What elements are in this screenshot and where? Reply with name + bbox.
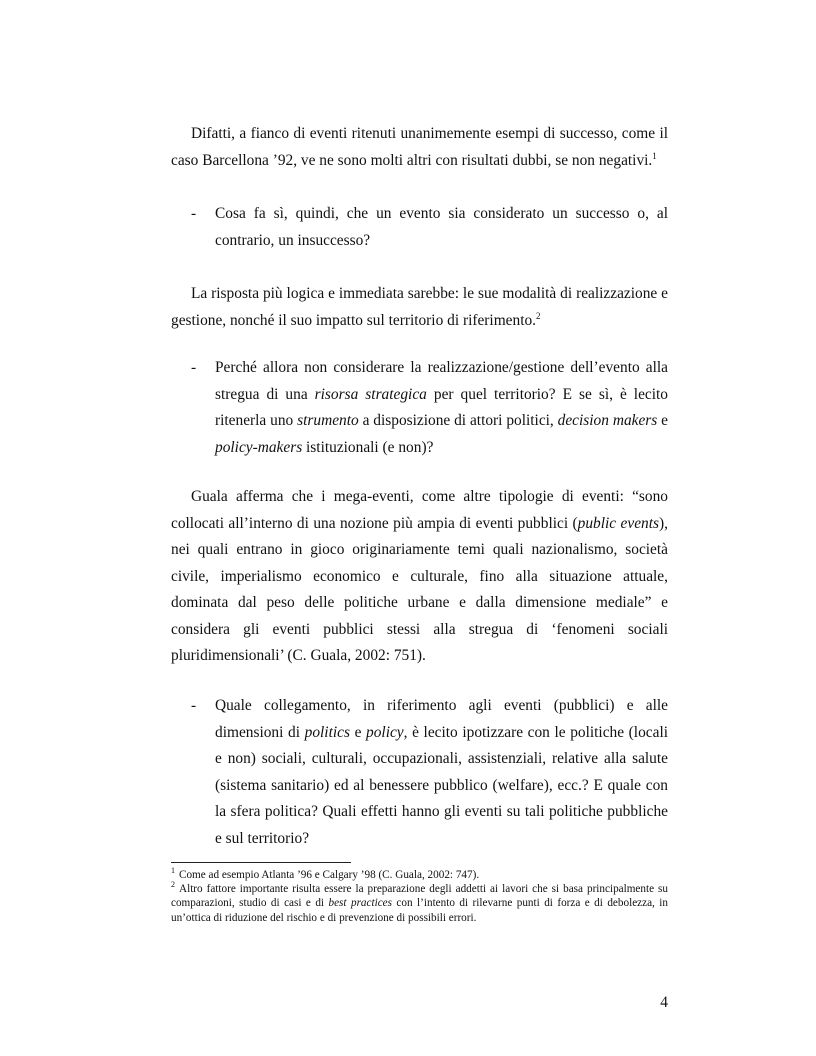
footnote-ref-2[interactable]: 2 [536,310,541,321]
bullet-dash: - [191,205,197,222]
italic-term: public events [577,514,660,532]
paragraph-3 [171,484,668,670]
paragraph-1 [171,121,668,174]
paragraph-2-text: La risposta più logica e immediata sarebbe: le sue modalità di realizzazione e gestione, nonché il suo impatto sul territorio di riferimento. [171,285,668,329]
footnote-2-number: 2 [171,880,175,890]
text-run: a disposizione di attori politici, [358,412,558,429]
text-run: e [657,412,668,429]
footnote-1 [171,868,668,882]
question-2-text [215,355,668,461]
text-run: Perché allora non considerare la realizzazione/gestione dell’evento alla stregua di una [215,359,668,403]
footnote-separator [171,862,351,863]
italic-term: policy-makers [215,438,303,456]
text-run: ), nei quali entrano in gioco originariamente temi quali nazionalismo, società civile, imperialismo economico e culturale, fino alla situazione attuale, dominata dal peso delle politiche urbane e dalla dimensione mediale” e considera gli eventi pubblici stessi alla stregua di ‘fenomeni sociali pluridimensionali’ (C. Guala, 2002: 751). [171,514,668,664]
text-run: con l’intento di rilevarne punti di forza e di debolezza, in un’ottica di riduzione del rischio e di prevenzione di possibili errori. [171,897,669,924]
question-1 [171,201,668,254]
bullet-dash: - [191,697,197,714]
text-run: e [349,723,367,741]
text-run: istituzionali (e non)? [302,438,434,456]
question-2 [171,355,668,461]
text-run: , è lecito ipotizzare con le politiche (locali e non) sociali, culturali, occupazionali, assistenziali, relative alla salute (sistema sanitario) ed al benessere pubblico (welfare), ecc.? E quale con la sfera politica? Quali effetti hanno gli eventi su tali politiche pubbliche e sul territorio? [215,723,668,847]
footnote-2 [171,882,668,925]
footnote-ref-1[interactable]: 1 [652,150,657,161]
italic-term: best practices [328,897,392,910]
text-run: Quale collegamento, in riferimento agli eventi (pubblici) e alle dimensioni di [215,697,668,741]
italic-term: strumento [297,412,359,429]
italic-term: politics [304,723,350,741]
text-run: per quel territorio? E se sì, è lecito ritenerla uno [215,385,668,429]
question-3 [171,693,668,852]
italic-term: risorsa strategica [314,385,427,403]
paragraph-1-text: Difatti, a fianco di eventi ritenuti unanimemente esempi di successo, come il caso Barcellona ’92, ve ne sono molti altri con risultati dubbi, se non negativi. [171,125,668,169]
question-3-text [215,693,668,852]
text-run: Guala afferma che i mega-eventi, come altre tipologie di eventi: “sono collocati all’interno di una nozione più ampia di eventi pubblici ( [171,488,668,532]
text-run: Altro fattore importante risulta essere la preparazione degli addetti ai lavori che si basa principalmente su comparazioni, studio di casi e di [171,883,668,910]
bullet-dash: - [191,359,197,376]
page-number: 4 [660,994,668,1011]
question-1-text: Cosa fa sì, quindi, che un evento sia considerato un successo o, al contrario, un insuccesso? [215,205,668,249]
italic-term: decision makers [557,412,658,429]
paragraph-2 [171,281,668,334]
italic-term: policy [366,723,404,741]
footnote-1-text: Come ad esempio Atlanta ’96 e Calgary ’98 (C. Guala, 2002: 747). [179,869,480,881]
footnote-1-number: 1 [171,866,175,876]
footnotes [171,868,668,925]
